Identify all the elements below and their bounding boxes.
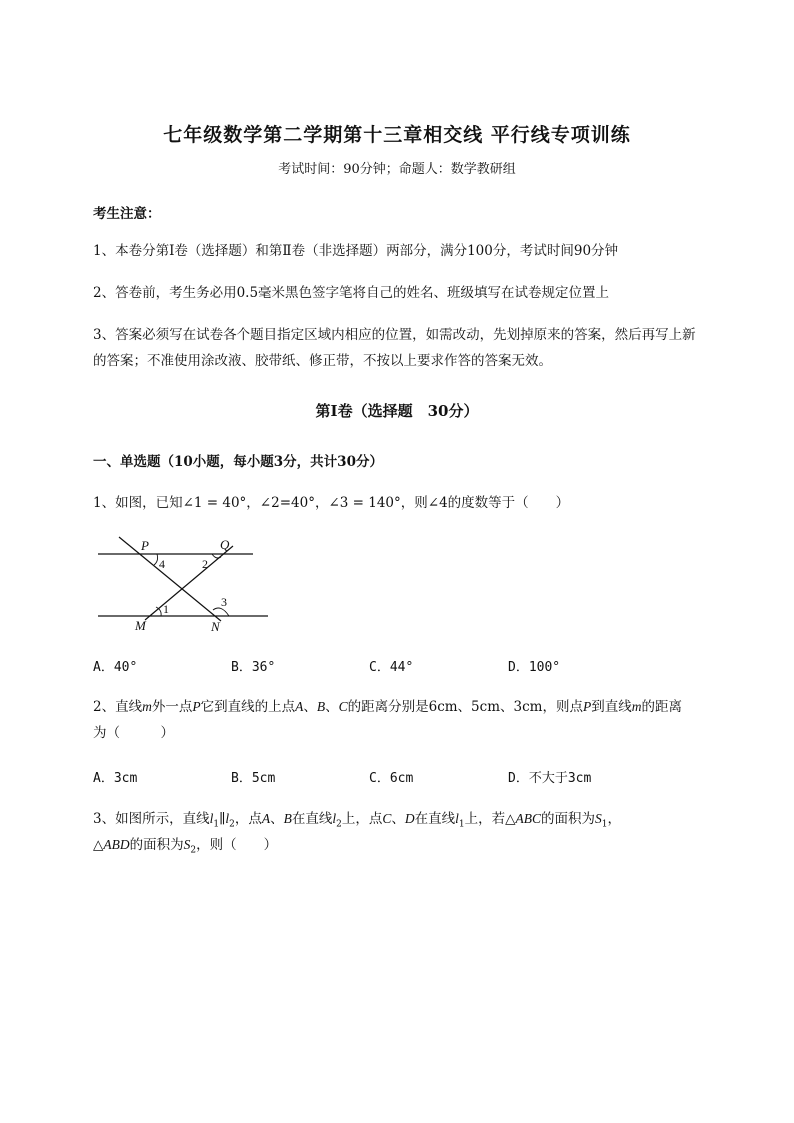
notice-item-1: 1、本卷分第Ⅰ卷（选择题）和第Ⅱ卷（非选择题）两部分，满分100分，考试时间90分钟 [93,243,619,259]
question-2-text: 2、直线m外一点P它到直线的上点A、B、C的距离分别是6cm、5cm、3cm，则点P到直线m的距离 [93,699,682,715]
q1-option-c[interactable]: C．44° [369,660,414,675]
page-title: 七年级数学第二学期第十三章相交线 平行线专项训练 [163,124,631,146]
question-1-text: 1、如图，已知∠1 = 40°，∠2=40°，∠3 = 140°，则∠4的度数等于（ ） [93,495,570,511]
angle-3-arc [213,608,229,616]
label-angle-1: 1 [163,602,169,616]
question-3-text: 3、如图所示，直线$l_1\parallel l_2$，点A、B在直线$l_2$上，点C、D在直线$l_1$上，若△ABC的面积为$S_1$， [93,811,621,830]
q2-option-c[interactable]: C．6cm [369,771,414,786]
angle-4-arc [154,554,158,565]
label-p: P [141,538,149,553]
question-3-text-cont: △ABD的面积为$S_2$，则（ ） [93,837,278,856]
page-subtitle: 考试时间：90分钟；命题人：数学教研组 [278,162,516,177]
q1-option-b[interactable]: B．36° [231,660,276,675]
angle-1-arc [156,607,161,616]
q2-option-a[interactable]: A．3cm [93,771,138,786]
q2-option-d[interactable]: D．不大于3cm [508,771,592,786]
label-m: M [135,618,146,633]
section-title: 第Ⅰ卷（选择题 30分） [315,402,479,420]
question-1-figure [93,528,283,638]
label-q: Q [220,537,230,552]
label-angle-3: 3 [221,595,227,609]
label-angle-4: 4 [159,557,165,571]
q1-option-d[interactable]: D．100° [508,660,561,675]
line-pn [119,537,221,621]
notice-item-3-cont: 的答案；不准使用涂改液、胶带纸、修正带，不按以上要求作答的答案无效。 [93,353,552,369]
notice-item-3: 3、答案必须写在试卷各个题目指定区域内相应的位置，如需改动，先划掉原来的答案，然后再写上新 [93,327,696,343]
question-2-text-cont: 为（ ） [93,725,174,741]
label-n: N [211,619,220,634]
label-angle-2: 2 [202,557,208,571]
notice-item-2: 2、答卷前，考生务必用0.5毫米黑色签字笔将自己的姓名、班级填写在试卷规定位置上 [93,285,610,301]
part-title: 一、单选题（10小题，每小题3分，共计30分） [93,454,383,470]
notice-heading: 考生注意： [93,206,161,222]
q2-option-b[interactable]: B．5cm [231,771,276,786]
q1-option-a[interactable]: A．40° [93,660,138,675]
